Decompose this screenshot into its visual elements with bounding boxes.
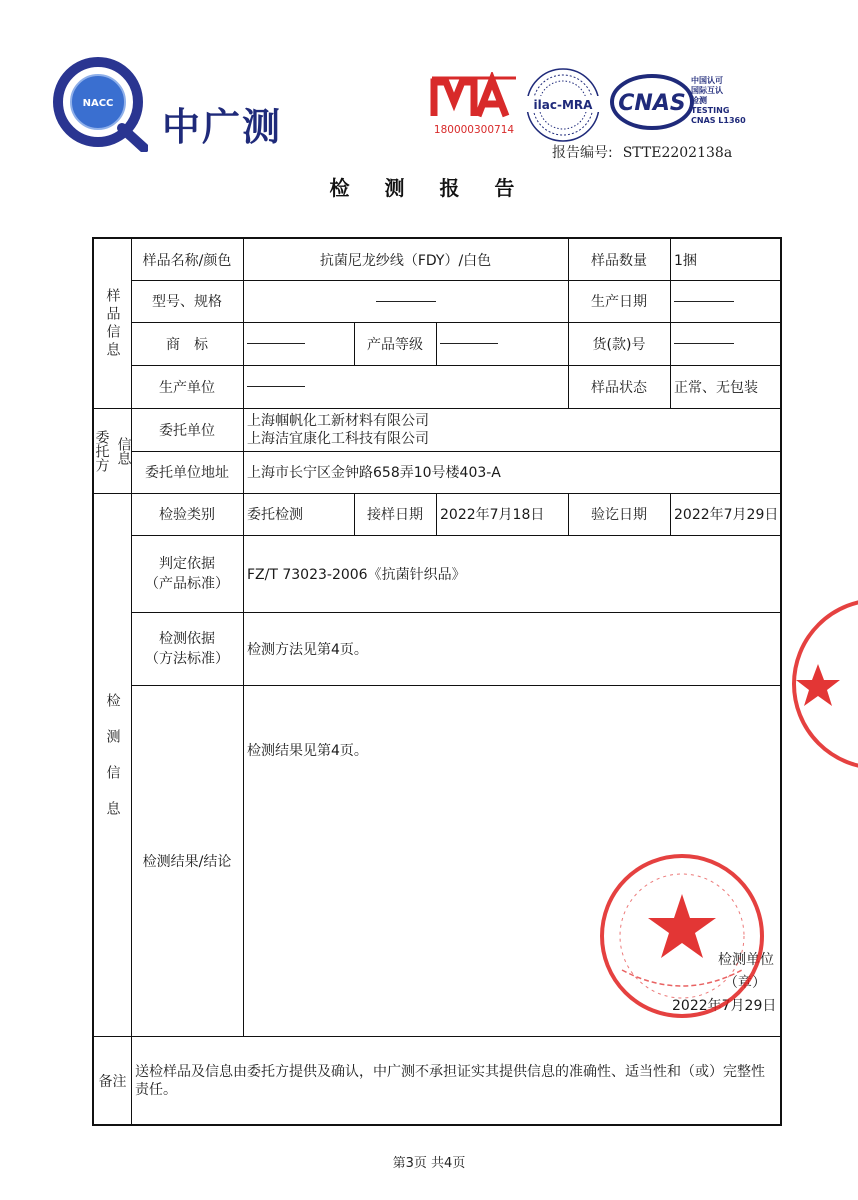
section-test-info [94,493,131,1036]
official-seal-icon [598,852,766,1020]
model-value [243,280,568,322]
maker-value [243,365,568,408]
cnas-caption-line: CNAS L1360 [691,116,746,125]
cnas-caption-line: 国际互认 [691,86,723,95]
section-label: 检测信息 [104,692,121,837]
client-unit-line: 上海洁宜康化工科技有限公司 [247,430,429,447]
brand-label: 商 标 [166,336,208,353]
nacc-logo-icon [52,56,148,152]
stamp-date-text: 2022年7月29日 [672,998,777,1014]
model-label: 型号、规格 [152,294,222,310]
cnas-caption [691,76,746,126]
cnas-mark [610,74,694,130]
cnas-caption-line: TESTING [691,106,730,115]
sample-qty-value: 1捆 [674,252,697,269]
cnas-caption-line: 检测 [691,96,707,105]
page-footer: 第3页 共4页 [392,1156,466,1171]
page-title: 检 测 报 告 [329,176,529,200]
item-no-label: 货(款)号 [592,336,646,353]
prod-date-label: 生产日期 [591,294,647,310]
section-label: 委托方 [93,429,110,472]
report-number-value: STTE2202138a [622,145,733,161]
recv-date-value: 2022年7月18日 [440,507,545,523]
remarks-line: 送检样品及信息由委托方提供及确认，中广测不承担证实其提供信息的准确性、适当性和（或）完整性 [135,1064,765,1080]
sample-name-value: 抗菌尼龙纱线（FDY）/白色 [319,252,492,269]
cma-mark [430,72,518,142]
result-value: 检测结果见第4页。 [247,743,368,759]
cma-number: 180000300714 [433,124,515,136]
ilac-logo-icon [524,66,602,144]
done-date-value: 2022年7月29日 [674,507,779,523]
remarks-text [131,1036,782,1126]
section-sample-info [94,239,131,408]
partial-seal-icon [790,594,858,774]
grade-label: 产品等级 [367,336,423,353]
status-label: 样品状态 [591,379,647,396]
method-value: 检测方法见第4页。 [247,641,368,658]
section-remarks [94,1036,131,1126]
client-addr-label: 委托单位地址 [145,465,229,481]
test-type-label: 检验类别 [159,507,215,523]
section-label: 样品信息 [104,287,121,360]
section-label: 备注 [98,1074,127,1090]
basis-label-line: 判定依据 [159,555,215,572]
remarks-line: 责任。 [135,1082,177,1098]
company-logo [52,56,302,152]
section-client-info [94,408,131,493]
stamp-seal-text: （章） [724,975,766,991]
method-label-line: 检测依据 [159,630,215,647]
logo-badge-text: NACC [82,98,114,109]
recv-date-label: 接样日期 [367,507,423,523]
basis-value: FZ/T 73023-2006《抗菌针织品》 [247,566,466,583]
cnas-text: CNAS [618,91,686,116]
section-label: 信息 [115,436,132,465]
sample-qty-label: 样品数量 [591,252,647,269]
basis-label-line: （产品标准） [145,575,229,592]
prod-date-value [670,280,782,322]
maker-label: 生产单位 [159,379,215,396]
client-addr-value: 上海市长宁区金钟路658弄10号楼403-A [247,465,501,481]
cnas-logo-icon [610,74,694,130]
cma-logo-icon [430,72,518,122]
done-date-label: 验讫日期 [591,507,647,523]
grade-value [436,322,568,365]
company-name: 中广测 [162,105,283,149]
report-number-label: 报告编号: [552,145,613,161]
stamp-unit-text: 检测单位 [718,952,774,968]
result-label: 检测结果/结论 [142,853,232,870]
brand-value [243,322,354,365]
method-label [131,612,243,685]
basis-label [131,535,243,612]
client-unit-value [243,408,782,451]
client-unit-label: 委托单位 [159,422,215,439]
sample-name-label: 样品名称/颜色 [142,252,232,269]
client-unit-line: 上海帼帆化工新材料有限公司 [247,412,429,429]
status-value: 正常、无包装 [674,379,758,396]
ilac-mra-mark [524,66,602,144]
ilac-text: ilac-MRA [533,98,593,112]
report-number [552,142,732,162]
method-label-line: （方法标准） [145,650,229,667]
cnas-caption-line: 中国认可 [691,76,723,85]
item-no-value [670,322,782,365]
test-type-value: 委托检测 [247,507,303,523]
